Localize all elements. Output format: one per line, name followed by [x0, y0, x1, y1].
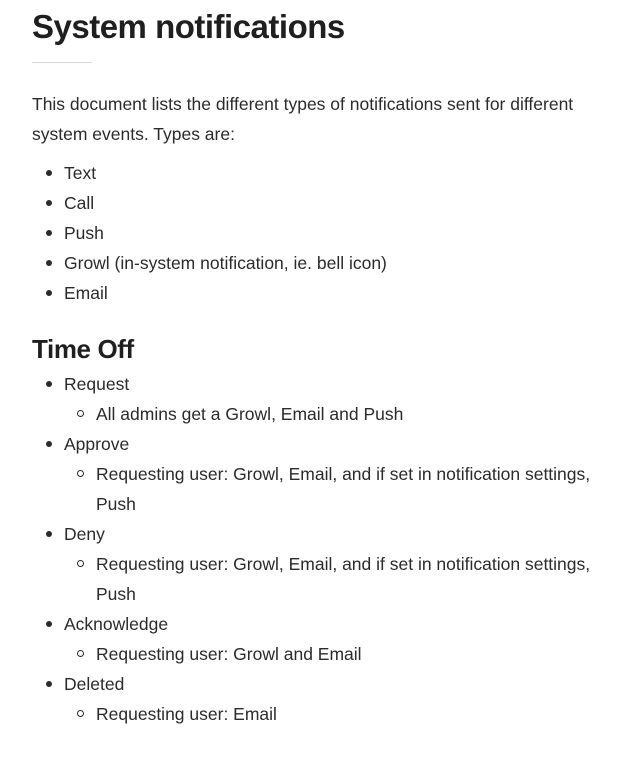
event-details-list [64, 699, 593, 729]
event-detail: Requesting user: Growl and Email [64, 639, 593, 669]
event-label: Request [64, 374, 130, 394]
event-detail: All admins get a Growl, Email and Push [64, 399, 593, 429]
event-label: Acknowledge [64, 614, 169, 634]
page-title: System notifications [32, 8, 345, 45]
event-label: Deny [64, 524, 105, 544]
event-detail: Requesting user: Email [64, 699, 593, 729]
title-divider [32, 62, 92, 63]
time-off-events-list [32, 369, 593, 729]
event-label: Approve [64, 434, 130, 454]
event-details-list [64, 639, 593, 669]
event-item-approve [32, 429, 593, 519]
event-item-deny [32, 519, 593, 609]
section-title-time-off: Time Off [32, 334, 134, 364]
event-item-acknowledge [32, 609, 593, 669]
event-label: Deleted [64, 674, 125, 694]
event-detail: Requesting user: Growl, Email, and if set in notification settings, Push [64, 549, 593, 609]
intro-paragraph: This document lists the different types of notifications sent for different system events. Types are: [32, 94, 574, 144]
event-detail: Requesting user: Growl, Email, and if set in notification settings, Push [64, 459, 593, 519]
notification-types-list [32, 158, 593, 308]
list-item-type: Push [32, 218, 593, 248]
list-item-type: Call [32, 188, 593, 218]
event-details-list [64, 399, 593, 429]
event-details-list [64, 459, 593, 519]
event-details-list [64, 549, 593, 609]
list-item-type: Text [32, 158, 593, 188]
event-item-request [32, 369, 593, 429]
event-item-deleted [32, 669, 593, 729]
list-item-type: Email [32, 278, 593, 308]
list-item-type: Growl (in-system notification, ie. bell icon) [32, 248, 593, 278]
